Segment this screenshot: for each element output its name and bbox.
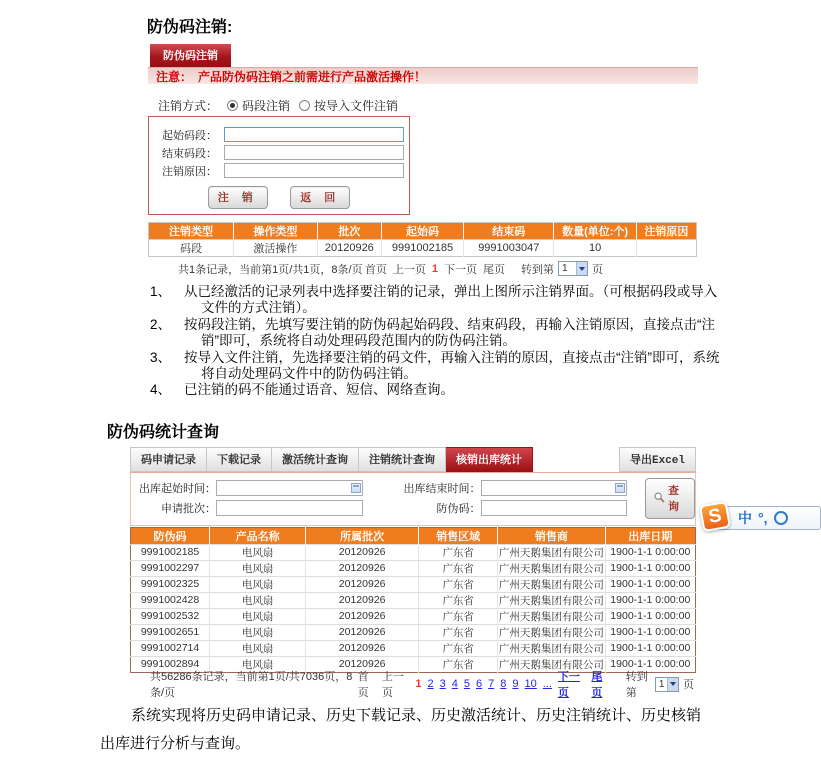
next-page-link[interactable]: 下一页 bbox=[557, 671, 580, 700]
cancel-panel bbox=[148, 44, 698, 276]
mode-label: 注销方式： bbox=[158, 99, 219, 113]
table-cell: 广州天鹅集团有限公司 bbox=[498, 656, 605, 672]
end-code-input[interactable] bbox=[224, 145, 404, 160]
table-row[interactable] bbox=[131, 592, 696, 608]
table-cell: 广东省 bbox=[419, 560, 498, 576]
instruction-item bbox=[150, 284, 730, 317]
table-cell: 20120926 bbox=[306, 624, 419, 640]
ime-toolbar[interactable] bbox=[701, 503, 821, 533]
page-number-link[interactable]: 2 bbox=[427, 678, 434, 691]
table-cell: 1900-1-1 0:00:00 bbox=[605, 560, 695, 576]
export-excel-button[interactable]: 导出Excel bbox=[619, 447, 696, 472]
table-header-cell: 操作类型 bbox=[233, 223, 317, 240]
table-header-cell: 数量(单位:个) bbox=[554, 223, 636, 240]
table-cell: 20120926 bbox=[306, 592, 419, 608]
cancel-mode-row bbox=[158, 98, 698, 113]
table-header-cell: 起始码 bbox=[381, 223, 463, 240]
instruction-text: 已注销的码不能通过语音、短信、网络查询。 bbox=[184, 382, 454, 398]
tab-activation-stats[interactable]: 激活统计查询 bbox=[272, 447, 359, 472]
table-row[interactable] bbox=[131, 560, 696, 576]
table-row[interactable] bbox=[149, 240, 697, 257]
table-cell: 广州天鹅集团有限公司 bbox=[498, 624, 605, 640]
instruction-number: 2、 bbox=[150, 316, 172, 332]
notice-bar bbox=[148, 67, 698, 84]
ime-emoji-icon[interactable] bbox=[774, 511, 788, 525]
current-page: 1 bbox=[431, 262, 438, 275]
table-cell: 电风扇 bbox=[210, 576, 306, 592]
outbound-start-time-input[interactable] bbox=[216, 480, 363, 496]
stats-panel bbox=[130, 447, 696, 700]
security-code-label: 防伪码： bbox=[436, 503, 481, 516]
table-header-cell: 防伪码 bbox=[131, 527, 210, 544]
ime-punctuation-mode[interactable]: °, bbox=[758, 510, 768, 526]
table-header-cell: 注销类型 bbox=[149, 223, 234, 240]
table-header-cell: 产品名称 bbox=[210, 527, 306, 544]
tab-outbound-stats[interactable]: 核销出库统计 bbox=[446, 447, 533, 472]
instruction-list bbox=[150, 284, 730, 399]
table-cell: 20120926 bbox=[306, 576, 419, 592]
table-cell: 9991002714 bbox=[131, 640, 210, 656]
query-row-batch bbox=[131, 500, 627, 517]
outbound-end-time-label: 出库结束时间： bbox=[403, 483, 481, 496]
table-row[interactable] bbox=[131, 640, 696, 656]
table-header-cell: 注销原因 bbox=[636, 223, 696, 240]
notice-text: 产品防伪码注销之前需进行产品激活操作！ bbox=[198, 69, 427, 84]
table-cell: 广东省 bbox=[419, 624, 498, 640]
table-cell: 9991002532 bbox=[131, 608, 210, 624]
cancel-pager bbox=[148, 261, 698, 276]
table-cell: 20120926 bbox=[317, 240, 381, 257]
goto-suffix: 页 bbox=[592, 263, 603, 276]
ellipsis-link[interactable]: ... bbox=[542, 678, 552, 691]
search-icon bbox=[654, 492, 665, 503]
table-cell: 广东省 bbox=[419, 544, 498, 560]
table-header-cell: 批次 bbox=[317, 223, 381, 240]
goto-page bbox=[626, 668, 694, 700]
table-cell: 广州天鹅集团有限公司 bbox=[498, 608, 605, 624]
table-cell: 20120926 bbox=[306, 544, 419, 560]
goto-page-select[interactable] bbox=[558, 261, 588, 276]
form-row-reason bbox=[162, 163, 409, 178]
outbound-pager bbox=[130, 671, 696, 700]
cancel-form bbox=[148, 116, 410, 215]
table-cell: 电风扇 bbox=[210, 560, 306, 576]
instruction-number: 1、 bbox=[150, 284, 172, 299]
stats-tabbar bbox=[130, 447, 696, 472]
instruction-number: 4、 bbox=[150, 382, 172, 398]
table-cell: 9991002325 bbox=[131, 576, 210, 592]
search-button[interactable] bbox=[645, 478, 695, 519]
instruction-item bbox=[150, 350, 730, 383]
query-row-time bbox=[131, 480, 627, 497]
last-page-link[interactable]: 尾页 bbox=[591, 671, 603, 700]
table-header-cell: 出库日期 bbox=[605, 527, 695, 544]
table-row[interactable] bbox=[131, 608, 696, 624]
table-cell: 20120926 bbox=[306, 656, 419, 672]
table-cell: 电风扇 bbox=[210, 656, 306, 672]
first-page-link[interactable]: 首页 bbox=[357, 671, 369, 700]
goto-page bbox=[521, 261, 603, 277]
outbound-start-time-label: 出库起始时间： bbox=[139, 483, 216, 496]
table-cell: 9991003047 bbox=[464, 240, 554, 257]
chevron-down-icon bbox=[576, 262, 587, 275]
end-code-label: 结束码段： bbox=[162, 147, 217, 160]
tab-download-records[interactable]: 下载记录 bbox=[207, 447, 272, 472]
section-title-stats: 防伪码统计查询 bbox=[107, 423, 220, 441]
table-cell: 20120926 bbox=[306, 560, 419, 576]
radio-import-file-label: 按导入文件注销 bbox=[314, 99, 399, 113]
radio-import-file[interactable] bbox=[299, 100, 310, 111]
table-cell: 电风扇 bbox=[210, 624, 306, 640]
page-number-link[interactable]: 9 bbox=[512, 678, 519, 691]
instruction-number: 3、 bbox=[150, 349, 172, 365]
table-header-cell: 销售商 bbox=[498, 527, 605, 544]
instruction-text: 按码段注销，先填写要注销的防伪码起始码段、结束码段，再输入注销原因，直接点击“注销”即可，系统将自动处理码段范围内的防伪码注销。 bbox=[184, 316, 715, 349]
section-title-cancel: 防伪码注销: bbox=[147, 19, 233, 36]
back-button[interactable]: 返 回 bbox=[290, 186, 350, 209]
table-cell: 广东省 bbox=[419, 608, 498, 624]
current-page: 1 bbox=[415, 678, 422, 691]
first-page-link[interactable]: 首页 bbox=[364, 263, 387, 276]
table-cell: 10 bbox=[554, 240, 636, 257]
tab-cancel-stats[interactable]: 注销统计查询 bbox=[359, 447, 446, 472]
table-header-cell: 结束码 bbox=[464, 223, 554, 240]
table-cell: 电风扇 bbox=[210, 544, 306, 560]
table-cell: 激活操作 bbox=[233, 240, 317, 257]
form-row-start-code bbox=[162, 127, 409, 142]
table-row[interactable] bbox=[131, 576, 696, 592]
page-number-link[interactable]: 8 bbox=[500, 678, 507, 691]
table-cell: 电风扇 bbox=[210, 608, 306, 624]
goto-page-select[interactable] bbox=[655, 677, 679, 692]
security-code-input[interactable] bbox=[481, 500, 628, 516]
table-cell: 广州天鹅集团有限公司 bbox=[498, 544, 605, 560]
tab-cancel[interactable]: 防伪码注销 bbox=[150, 44, 231, 67]
table-cell: 广州天鹅集团有限公司 bbox=[498, 640, 605, 656]
table-header-cell: 销售区域 bbox=[419, 527, 498, 544]
query-grid bbox=[131, 477, 627, 520]
table-cell: 1900-1-1 0:00:00 bbox=[605, 592, 695, 608]
table-cell: 广州天鹅集团有限公司 bbox=[498, 576, 605, 592]
goto-suffix: 页 bbox=[683, 679, 694, 692]
table-cell: 广州天鹅集团有限公司 bbox=[498, 560, 605, 576]
start-code-input[interactable] bbox=[224, 127, 404, 142]
page-number-link[interactable]: 6 bbox=[476, 678, 483, 691]
table-cell: 9991002297 bbox=[131, 560, 210, 576]
form-row-end-code bbox=[162, 145, 409, 160]
table-header-cell: 所属批次 bbox=[306, 527, 419, 544]
record-summary: 共1条记录，当前第1页/共1页，8条/页 bbox=[178, 263, 363, 276]
table-cell: 1900-1-1 0:00:00 bbox=[605, 608, 695, 624]
table-cell: 20120926 bbox=[306, 608, 419, 624]
search-button-label: 查询 bbox=[668, 484, 679, 513]
summary-paragraph: 系统实现将历史码申请记录、历史下载记录、历史激活统计、历史注销统计、历史核销出库进行分析与查询。 bbox=[100, 706, 702, 752]
table-cell: 20120926 bbox=[306, 640, 419, 656]
page-number-link[interactable]: 4 bbox=[451, 678, 458, 691]
form-buttons bbox=[149, 186, 409, 209]
table-cell: 9991002185 bbox=[381, 240, 463, 257]
instruction-text: 从已经激活的记录列表中选择要注销的记录，弹出上图所示注销界面。（可根据码段或导入文件的方式注销）。 bbox=[184, 284, 718, 316]
table-header-row bbox=[149, 223, 697, 240]
outbound-table bbox=[130, 527, 696, 673]
radio-code-segment-label: 码段注销 bbox=[242, 99, 291, 113]
goto-prefix: 转到第 bbox=[625, 671, 648, 700]
page-number-link[interactable]: 5 bbox=[463, 678, 470, 691]
table-cell: 9991002428 bbox=[131, 592, 210, 608]
query-panel bbox=[130, 472, 696, 526]
table-row[interactable] bbox=[131, 624, 696, 640]
table-cell: 广东省 bbox=[419, 656, 498, 672]
table-cell: 1900-1-1 0:00:00 bbox=[605, 624, 695, 640]
sogou-logo-icon[interactable]: S bbox=[699, 501, 731, 532]
outbound-end-time-input[interactable] bbox=[481, 480, 628, 496]
table-cell: 9991002651 bbox=[131, 624, 210, 640]
goto-page-value: 1 bbox=[658, 678, 665, 690]
instruction-text: 按导入文件注销，先选择要注销的码文件，再输入注销的原因，直接点击“注销”即可，系统将自动处理码文件中的防伪码注销。 bbox=[184, 349, 720, 382]
table-cell: 广东省 bbox=[419, 576, 498, 592]
ime-language-mode[interactable]: 中 bbox=[738, 510, 752, 526]
prev-page-link[interactable]: 上一页 bbox=[381, 671, 404, 700]
reason-label: 注销原因： bbox=[162, 165, 217, 178]
record-summary: 共56286条记录，当前第1页/共7036页，8条/页 bbox=[150, 671, 353, 700]
table-cell: 码段 bbox=[149, 240, 234, 257]
page-number-link[interactable]: 3 bbox=[439, 678, 446, 691]
table-cell: 广州天鹅集团有限公司 bbox=[498, 592, 605, 608]
next-page-link[interactable]: 下一页 bbox=[444, 263, 477, 276]
table-cell: 1900-1-1 0:00:00 bbox=[605, 544, 695, 560]
tab-code-apply-records[interactable]: 码申请记录 bbox=[130, 447, 207, 472]
cancel-records-table bbox=[148, 222, 697, 257]
goto-prefix: 转到第 bbox=[521, 263, 554, 276]
table-header-row bbox=[131, 527, 696, 544]
page-number-link[interactable]: 10 bbox=[524, 678, 537, 691]
table-cell: 1900-1-1 0:00:00 bbox=[605, 656, 695, 672]
instruction-item bbox=[150, 382, 730, 398]
goto-page-value: 1 bbox=[562, 263, 568, 274]
reason-input[interactable] bbox=[224, 163, 404, 178]
notice-label: 注意： bbox=[156, 69, 193, 84]
calendar-icon[interactable] bbox=[615, 483, 625, 493]
apply-batch-input[interactable] bbox=[216, 500, 363, 516]
table-cell: 电风扇 bbox=[210, 640, 306, 656]
instruction-item bbox=[150, 317, 730, 350]
prev-page-link[interactable]: 上一页 bbox=[392, 263, 426, 276]
table-cell: 1900-1-1 0:00:00 bbox=[605, 576, 695, 592]
apply-batch-label: 申请批次： bbox=[161, 503, 216, 516]
table-cell: 电风扇 bbox=[210, 592, 306, 608]
table-cell: 广东省 bbox=[419, 592, 498, 608]
last-page-link[interactable]: 尾页 bbox=[483, 263, 505, 276]
table-cell: 9991002185 bbox=[131, 544, 210, 560]
chevron-down-icon bbox=[667, 678, 678, 691]
cancel-submit-button[interactable]: 注 销 bbox=[208, 186, 268, 209]
table-cell bbox=[636, 240, 696, 257]
table-cell: 9991002894 bbox=[131, 656, 210, 672]
table-cell: 广东省 bbox=[419, 640, 498, 656]
page-number-link[interactable]: 7 bbox=[488, 678, 495, 691]
calendar-icon[interactable] bbox=[351, 483, 361, 493]
start-code-label: 起始码段： bbox=[162, 129, 217, 142]
radio-code-segment[interactable] bbox=[227, 100, 238, 111]
table-row[interactable] bbox=[131, 544, 696, 560]
table-cell: 1900-1-1 0:00:00 bbox=[605, 640, 695, 656]
